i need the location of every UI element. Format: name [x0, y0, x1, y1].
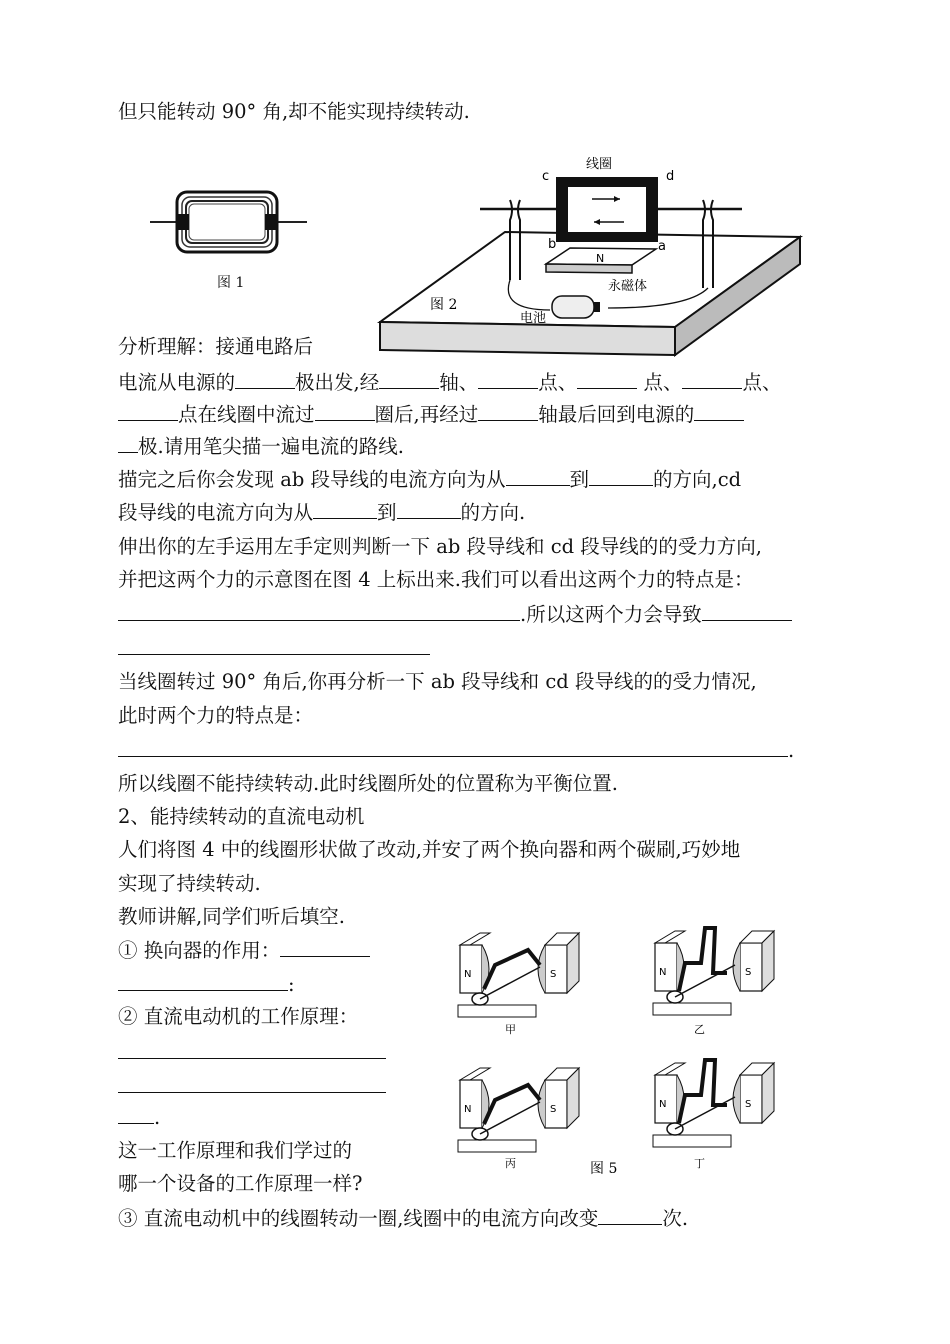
- blank[interactable]: [397, 498, 461, 519]
- magnet-n: N: [464, 969, 472, 980]
- label-magnet: 永磁体: [608, 279, 648, 294]
- figure-5-caption: 图 5: [590, 1161, 618, 1177]
- section-heading: 2、能持续转动的直流电动机: [118, 805, 365, 828]
- blank[interactable]: [315, 400, 375, 421]
- text-line: 但只能转动 90° 角,却不能实现持续转动.: [118, 100, 470, 123]
- text-line: 伸出你的左手运用左手定则判断一下 ab 段导线和 cd 段导线的的受力方向,: [118, 535, 763, 558]
- blank[interactable]: [379, 368, 439, 389]
- label-b: b: [548, 237, 557, 252]
- text-line: 所以线圈不能持续转动.此时线圈所处的位置称为平衡位置.: [118, 772, 618, 795]
- text-line: 分析理解：接通电路后: [118, 335, 314, 358]
- blank[interactable]: [118, 600, 520, 621]
- text-line: 段导线的电流方向为从 到 的方向.: [118, 498, 525, 527]
- blank[interactable]: [313, 498, 377, 519]
- text-line: 教师讲解,同学们听后填空.: [118, 905, 345, 928]
- motor-model-figure: [370, 152, 810, 357]
- answer-line[interactable]: [118, 654, 430, 655]
- magnet-n: N: [659, 1099, 667, 1110]
- blank[interactable]: [478, 400, 538, 421]
- text-line: ③ 直流电动机中的线圈转动一圈,线圈中的电流方向改变 次.: [118, 1204, 688, 1233]
- blank[interactable]: [118, 736, 788, 757]
- label-d: d: [666, 169, 675, 184]
- blank[interactable]: [280, 936, 370, 957]
- magnet-s: S: [745, 1099, 752, 1110]
- text-line: ② 直流电动机的工作原理：: [118, 1005, 359, 1028]
- coil-figure: [145, 182, 315, 262]
- magnet-n: N: [464, 1104, 472, 1115]
- figure-2-caption: 图 2: [430, 297, 458, 313]
- text-line: .所以这两个力会导致: [118, 600, 792, 629]
- magnet-n: N: [659, 967, 667, 978]
- panel-label-bing: 丙: [505, 1157, 516, 1170]
- blank[interactable]: [506, 465, 570, 486]
- text-line: 点在线圈中流过 圈后,再经过 轴最后回到电源的: [118, 400, 744, 429]
- blank[interactable]: [118, 400, 178, 421]
- blank[interactable]: [118, 970, 288, 991]
- text-line: 哪一个设备的工作原理一样?: [118, 1172, 363, 1195]
- magnet-pole-n: N: [596, 252, 605, 265]
- blank[interactable]: [478, 368, 538, 389]
- blank[interactable]: [694, 400, 744, 421]
- blank[interactable]: [598, 1204, 662, 1225]
- blank[interactable]: [589, 465, 653, 486]
- text-line: :: [118, 970, 295, 999]
- panel-label-jia: 甲: [505, 1023, 516, 1036]
- text-line: 这一工作原理和我们学过的: [118, 1139, 353, 1162]
- text-line: 并把这两个力的示意图在图 4 上标出来.我们可以看出这两个力的特点是：: [118, 568, 754, 591]
- blank[interactable]: [682, 368, 742, 389]
- label-c: c: [542, 169, 550, 184]
- magnet-s: S: [550, 1104, 557, 1115]
- blank[interactable]: [702, 600, 792, 621]
- text-line: 极.请用笔尖描一遍电流的路线.: [118, 432, 404, 461]
- text-line: 实现了持续转动.: [118, 872, 261, 895]
- text-line: ① 换向器的作用：: [118, 936, 370, 965]
- answer-line[interactable]: [118, 1092, 386, 1093]
- label-coil: 线圈: [586, 157, 613, 172]
- text-line: .: [118, 1103, 160, 1132]
- text-line: 描完之后你会发现 ab 段导线的电流方向为从 到 的方向,cd: [118, 465, 741, 494]
- blank[interactable]: [235, 368, 295, 389]
- panel-label-yi: 乙: [694, 1023, 705, 1036]
- blank[interactable]: [118, 1103, 154, 1124]
- blank[interactable]: [118, 432, 138, 453]
- text-line: .: [118, 736, 794, 765]
- magnet-s: S: [745, 967, 752, 978]
- text-line: 当线圈转过 90° 角后,你再分析一下 ab 段导线和 cd 段导线的的受力情况,: [118, 670, 757, 693]
- text-line: 人们将图 4 中的线圈形状做了改动,并安了两个换向器和两个碳刷,巧妙地: [118, 838, 741, 861]
- panel-label-ding: 丁: [694, 1157, 705, 1170]
- figure-1-caption: 图 1: [217, 275, 245, 291]
- text-line: 电流从电源的 极出发,经 轴、 点、 点、 点、: [118, 368, 781, 397]
- label-battery: 电池: [520, 311, 547, 326]
- text-line: 此时两个力的特点是：: [118, 704, 314, 727]
- label-a: a: [658, 239, 666, 254]
- blank[interactable]: [577, 368, 637, 389]
- dc-motor-figure: [450, 915, 810, 1180]
- magnet-s: S: [550, 969, 557, 980]
- answer-line[interactable]: [118, 1058, 386, 1059]
